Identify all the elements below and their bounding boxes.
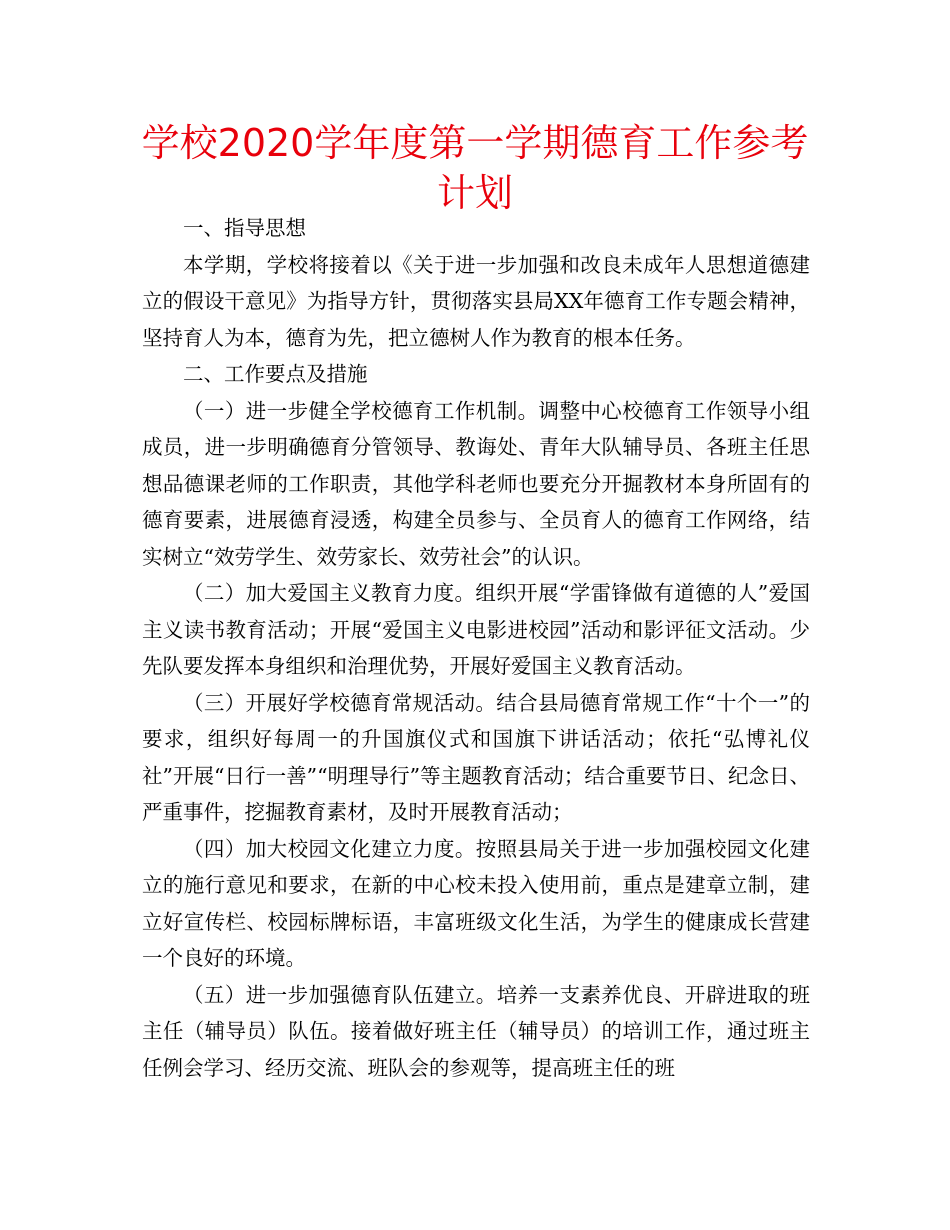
section-heading: 二、工作要点及措施 [183, 362, 368, 386]
document-title: 学校2020学年度第一学期德育工作参考计划 [141, 121, 809, 215]
paragraph: （五）进一步加强德育队伍建立。培养一支素养优良、开辟进取的班主任（辅导员）队伍。接着做好班主任（辅导员）的培训工作，通过班主任例会学习、经历交流、班队会的参观等，提高班主任的班 [142, 982, 810, 1080]
paragraph: （四）加大校园文化建立力度。按照县局关于进一步加强校园文化建立的施行意见和要求，在新的中心校未投入使用前，重点是建章立制，建立好宣传栏、校园标牌标语，丰富班级文化生活，为学生的健康成长营建一个良好的环境。 [142, 836, 810, 970]
document-body [142, 210, 810, 1086]
section-heading: 一、指导思想 [183, 216, 306, 240]
paragraph: （二）加大爱国主义教育力度。组织开展“学雷锋做有道德的人”爱国主义读书教育活动；开展“爱国主义电影进校园”活动和影评征文活动。少先队要发挥本身组织和治理优势，开展好爱国主义教育活动。 [142, 581, 810, 678]
paragraph: 本学期，学校将接着以《关于进一步加强和改良未成年人思想道德建立的假设干意见》为指导方针，贯彻落实县局XX年德育工作专题会精神，坚持育人为本，德育为先，把立德树人作为教育的根本任务。 [142, 252, 810, 350]
paragraph: （一）进一步健全学校德育工作机制。调整中心校德育工作领导小组成员，进一步明确德育分管领导、教诲处、青年大队辅导员、各班主任思想品德课老师的工作职责，其他学科老师也要充分开掘教材本身所固有的德育要素，进展德育浸透，构建全员参与、全员育人的德育工作网络，结实树立“效劳学生、效劳家长、效劳社会”的认识。 [142, 398, 810, 569]
paragraph: （三）开展好学校德育常规活动。结合县局德育常规工作“十个一”的要求，组织好每周一的升国旗仪式和国旗下讲话活动；依托“弘博礼仪社”开展“日行一善”“明理导行”等主题教育活动；结合重要节日、纪念日、严重事件，挖掘教育素材，及时开展教育活动； [142, 690, 810, 824]
